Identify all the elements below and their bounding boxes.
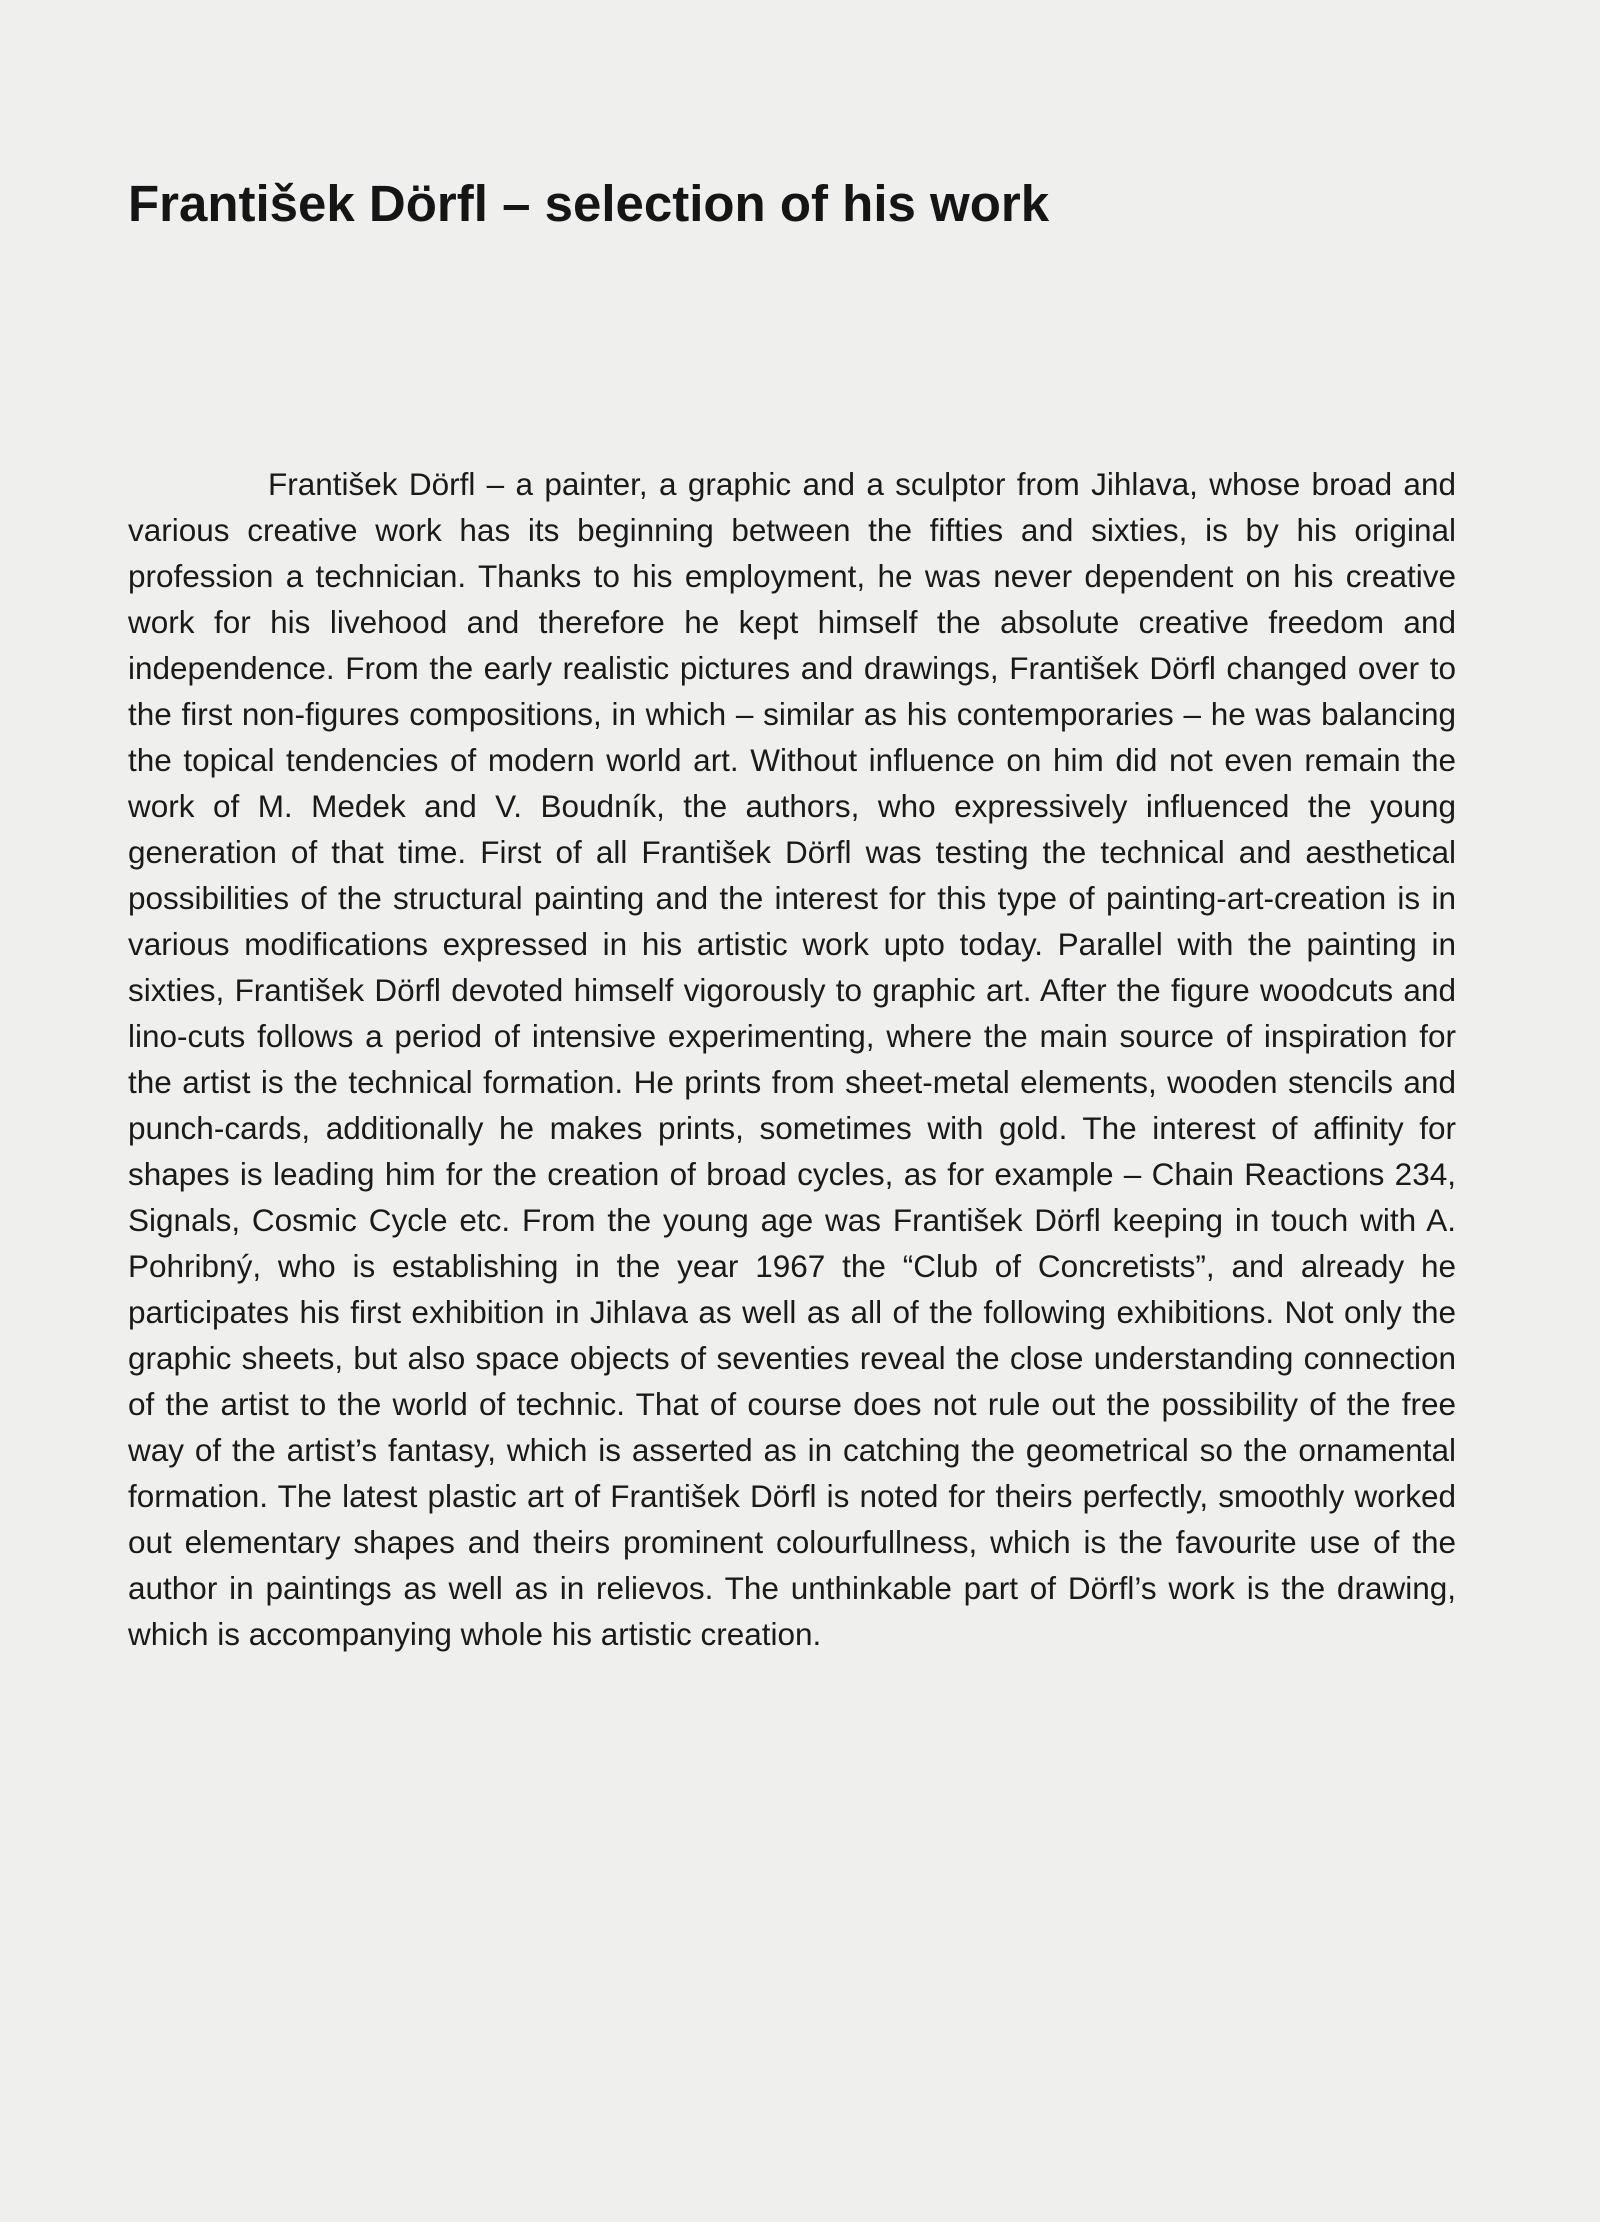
page-title: František Dörfl – selection of his work: [128, 175, 1050, 232]
body-paragraph: František Dörfl – a painter, a graphic and a sculptor from Jihlava, whose broad and various creative work has its beginning between the fifties and sixties, is by his original profession a technician. Thanks to his employment, he was never dependent on his creative work for his livehood and therefore he kept himself the absolute creative freedom and independence. From the early realistic pictures and drawings, František Dörfl changed over to the first non-figures compositions, in which – similar as his contemporaries – he was balancing the topical tendencies of modern world art. Without influence on him did not even remain the work of M. Medek and V. Boudník, the authors, who expressively influenced the young generation of that time. First of all František Dörfl was testing the technical and aesthetical possibilities of the structural painting and the interest for this type of painting-art-creation is in various modifications expressed in his artistic work upto today. Parallel with the painting in sixties, František Dörfl devoted himself vigorously to graphic art. After the figure woodcuts and lino-cuts follows a period of intensive experimenting, where the main source of inspiration for the artist is the technical formation. He prints from sheet-metal elements, wooden stencils and punch-cards, additionally he makes prints, sometimes with gold. The interest of affinity for shapes is leading him for the creation of broad cycles, as for example – Chain Reactions 234, Signals, Cosmic Cycle etc. From the young age was František Dörfl keeping in touch with A. Pohribný, who is establishing in the year 1967 the “Club of Concretists”, and already he participates his first exhibition in Jihlava as well as all of the following exhibitions. Not only the graphic sheets, but also space objects of seventies reveal the close understanding connection of the artist to the world of technic. That of course does not rule out the possibility of the free way of the artist’s fantasy, which is asserted as in catching the geometrical so the ornamental formation. The latest plastic art of František Dörfl is noted for theirs perfectly, smoothly worked out elementary shapes and theirs prominent colourfullness, which is the favourite use of the author in paintings as well as in relievos. The unthinkable part of Dörfl’s work is the drawing, which is accompanying whole his artistic creation.: [128, 466, 1456, 1652]
